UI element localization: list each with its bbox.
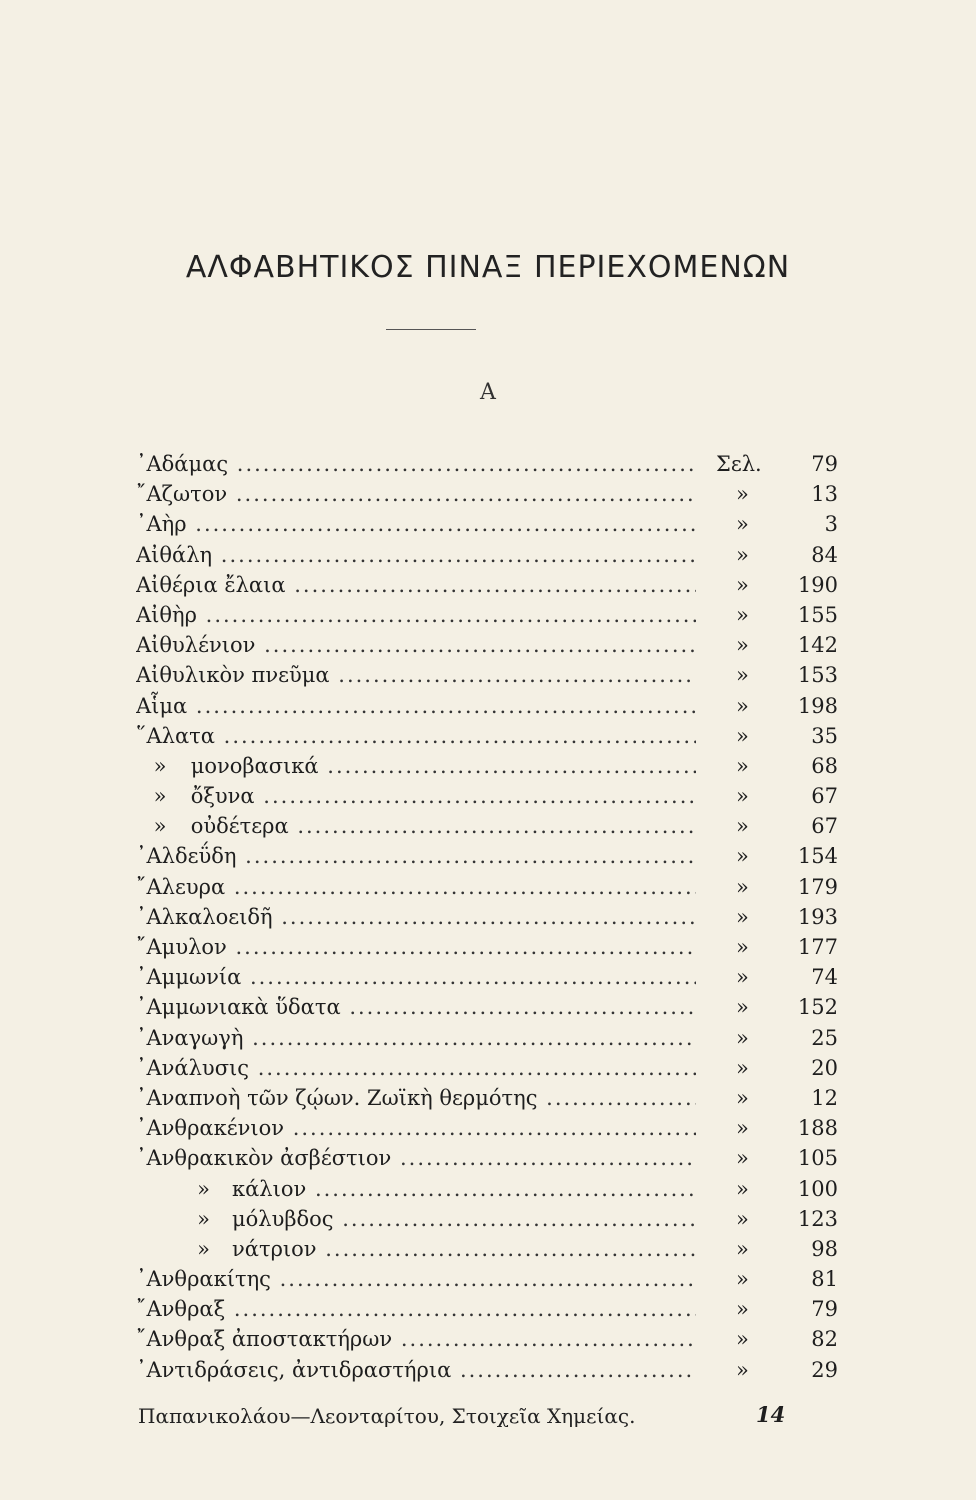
page-number: 177 (797, 935, 838, 959)
index-entry-term (136, 1053, 696, 1083)
page-ref-label: » (736, 602, 749, 627)
page-number: 79 (811, 1297, 838, 1322)
index-entry (136, 1294, 856, 1324)
index-entry-term (136, 509, 696, 539)
index-entry-term (136, 1264, 696, 1294)
page-number: 142 (797, 633, 838, 658)
index-entry (136, 1113, 856, 1143)
term-text: Αἰθὴρ (136, 602, 197, 627)
page-ref-label: » (736, 814, 749, 839)
index-entry (136, 1324, 856, 1354)
index-entry (136, 660, 856, 690)
page-number: 98 (811, 1236, 838, 1261)
index-entry-term (136, 872, 696, 902)
index-entry-term (136, 841, 696, 871)
term-text: ᾿Ανθρακίτης (136, 1267, 271, 1292)
index-entry (136, 811, 856, 841)
page-number: 190 (797, 572, 838, 597)
index-entry (136, 1143, 856, 1173)
footer-citation: Παπανικολάου—Λεονταρίτου, Στοιχεῖα Χημείας. (138, 1404, 636, 1428)
page-number: 179 (797, 874, 838, 899)
term-text: ῎Αλευρα (136, 874, 226, 899)
page-number: 84 (811, 542, 838, 567)
page-ref-label: » (736, 874, 749, 899)
index-entry (136, 691, 856, 721)
index-entry-term (136, 721, 696, 751)
page-ref-label: » (736, 723, 749, 748)
index-entry (136, 449, 856, 479)
page-number: 67 (811, 814, 838, 839)
page-ref-label: » (736, 1267, 749, 1292)
index-entry-term (136, 1143, 696, 1173)
index-entry-term (136, 811, 696, 841)
page-number: 3 (824, 512, 838, 537)
page-ref-label: » (736, 1085, 749, 1110)
page-number: 81 (811, 1267, 838, 1292)
page-number: 153 (797, 663, 838, 688)
page-number: 74 (811, 965, 838, 990)
index-entry (136, 992, 856, 1022)
index-entry (136, 872, 856, 902)
ditto-mark: » (153, 784, 167, 809)
index-entry (136, 1234, 856, 1264)
page-ref-label: » (736, 935, 749, 959)
page-ref-label: » (736, 965, 749, 990)
page-number: 100 (797, 1176, 838, 1201)
title-divider (386, 329, 476, 330)
footer-signature: 14 (756, 1402, 786, 1427)
page-ref-label: » (736, 663, 749, 688)
ditto-mark: » (197, 1236, 210, 1261)
page-ref-label: » (736, 1206, 749, 1231)
term-text: οὐδέτερα (190, 814, 289, 839)
index-entry (136, 630, 856, 660)
index-entry (136, 962, 856, 992)
page-number: 105 (797, 1146, 838, 1171)
term-text: κάλιον (232, 1176, 307, 1201)
page-ref-label: » (736, 633, 749, 658)
term-text: Αἷμα (136, 693, 188, 718)
page-ref-label: » (736, 693, 749, 718)
term-text: ᾿Ανθρακένιον (136, 1116, 285, 1141)
index-entry (136, 902, 856, 932)
index-entry (136, 1053, 856, 1083)
term-text: μονοβασικά (190, 753, 319, 778)
term-text: ῎Ανθραξ (136, 1297, 226, 1322)
index-entry-term (136, 630, 696, 660)
index-entry-term (136, 902, 696, 932)
section-letter: Α (480, 380, 496, 405)
page-ref-label: » (736, 482, 749, 507)
term-text: ῎Αζωτον (136, 482, 228, 507)
index-entry-term (136, 691, 696, 721)
page-number: 20 (811, 1055, 838, 1080)
page-number: 67 (811, 784, 838, 809)
index-entry (136, 932, 856, 962)
page-number: 12 (811, 1085, 838, 1110)
page-number: 155 (797, 602, 838, 627)
page-ref-label: » (736, 1116, 749, 1141)
term-text: ᾿Αναγωγὴ (136, 1025, 244, 1050)
page-number: 79 (811, 452, 838, 476)
term-text: ᾿Αντιδράσεις, ἀντιδραστήρια (136, 1357, 452, 1382)
index-entry-term (136, 449, 696, 479)
page-number: 193 (797, 904, 838, 929)
index-entry (136, 751, 856, 781)
page-number: 68 (811, 753, 838, 778)
term-text: Αἰθυλικὸν πνεῦμα (136, 663, 330, 688)
page-ref-label: » (736, 1297, 749, 1322)
page-title: ΑΛΦΑΒΗΤΙΚΟΣ ΠΙΝΑΞ ΠΕΡΙΕΧΟΜΕΝΩΝ (185, 250, 791, 285)
term-text: ῎Αμυλον (136, 935, 227, 959)
index-entry-term (136, 1294, 696, 1324)
page-number: 188 (797, 1116, 838, 1141)
index-entry-term (136, 1204, 696, 1234)
page-number: 25 (811, 1025, 838, 1050)
index-entry-term (136, 1174, 696, 1204)
index-entry (136, 841, 856, 871)
ditto-mark: » (197, 1206, 210, 1231)
term-text: Αἰθέρια ἔλαια (136, 572, 286, 597)
ditto-mark: » (153, 814, 167, 839)
page-ref-label: » (736, 995, 749, 1020)
index-entry (136, 1083, 856, 1113)
index-entry (136, 781, 856, 811)
index-entry (136, 540, 856, 570)
term-text: ᾿Αδάμας (136, 452, 229, 476)
index-entry-term (136, 751, 696, 781)
ditto-mark: » (197, 1176, 210, 1201)
term-text: ῎Ανθραξ ἀποστακτήρων (136, 1327, 393, 1352)
page-number: 35 (811, 723, 838, 748)
page-ref-label: » (736, 542, 749, 567)
term-text: ᾿Αμμωνιακὰ ὕδατα (136, 995, 341, 1020)
page-number: 198 (797, 693, 838, 718)
term-text: ῞Αλατα (136, 723, 215, 748)
index-entry (136, 509, 856, 539)
index-entry-term (136, 992, 696, 1022)
page-ref-label: » (736, 753, 749, 778)
index-entry-term (136, 781, 696, 811)
page-ref-label: » (736, 1236, 749, 1261)
page-number: 29 (811, 1357, 838, 1382)
page-number: 13 (811, 482, 838, 507)
term-text: μόλυβδος (232, 1206, 334, 1231)
index-entry-term (136, 1324, 696, 1354)
term-text: ᾿Ανάλυσις (136, 1055, 250, 1080)
page-ref-label: » (736, 844, 749, 869)
index-entry (136, 479, 856, 509)
index-entry (136, 570, 856, 600)
index-entry-term (136, 660, 696, 690)
index-entry (136, 1355, 856, 1385)
index-list (136, 449, 856, 1385)
page-number: 154 (797, 844, 838, 869)
index-entry-term (136, 1113, 696, 1143)
page-ref-label: » (736, 784, 749, 809)
term-text: Αἰθυλένιον (136, 633, 256, 658)
index-entry (136, 1023, 856, 1053)
term-text: ᾿Αμμωνία (136, 965, 242, 990)
ditto-mark: » (153, 753, 167, 778)
index-entry-term (136, 1083, 696, 1113)
page-ref-label: » (736, 904, 749, 929)
page-ref-label: » (736, 572, 749, 597)
page-ref-label: » (736, 1146, 749, 1171)
term-text: ὄξυνα (190, 784, 255, 809)
term-text: ᾿Αναπνοὴ τῶν ζῴων. Ζωϊκὴ θερμότης (136, 1085, 538, 1110)
index-entry-term (136, 1355, 696, 1385)
index-entry (136, 1264, 856, 1294)
index-entry-term (136, 1234, 696, 1264)
page-ref-label: » (736, 1055, 749, 1080)
page-number: 82 (811, 1327, 838, 1352)
index-entry-term (136, 540, 696, 570)
page-number: 152 (797, 995, 838, 1020)
index-entry-term (136, 932, 696, 962)
index-entry-term (136, 479, 696, 509)
term-text: ᾿Αὴρ (136, 512, 187, 537)
index-entry-term (136, 600, 696, 630)
index-entry (136, 1174, 856, 1204)
term-text: ᾿Αλδεΰδη (136, 844, 237, 869)
page-number: 123 (797, 1206, 838, 1231)
term-text: ᾿Ανθρακικὸν ἀσβέστιον (136, 1146, 392, 1171)
index-entry (136, 1204, 856, 1234)
term-text: νάτριον (232, 1236, 317, 1261)
term-text: Αἰθάλη (136, 542, 213, 567)
index-entry (136, 721, 856, 751)
term-text: ᾿Αλκαλοειδῆ (136, 904, 273, 929)
index-entry (136, 600, 856, 630)
page-ref-label: » (736, 1357, 749, 1382)
page-ref-label: » (736, 1176, 749, 1201)
page-ref-label: » (736, 1327, 749, 1352)
page-ref-label: » (736, 512, 749, 537)
index-entry-term (136, 1023, 696, 1053)
page-ref-label: Σελ. (716, 452, 762, 476)
page-ref-label: » (736, 1025, 749, 1050)
index-entry-term (136, 962, 696, 992)
index-entry-term (136, 570, 696, 600)
